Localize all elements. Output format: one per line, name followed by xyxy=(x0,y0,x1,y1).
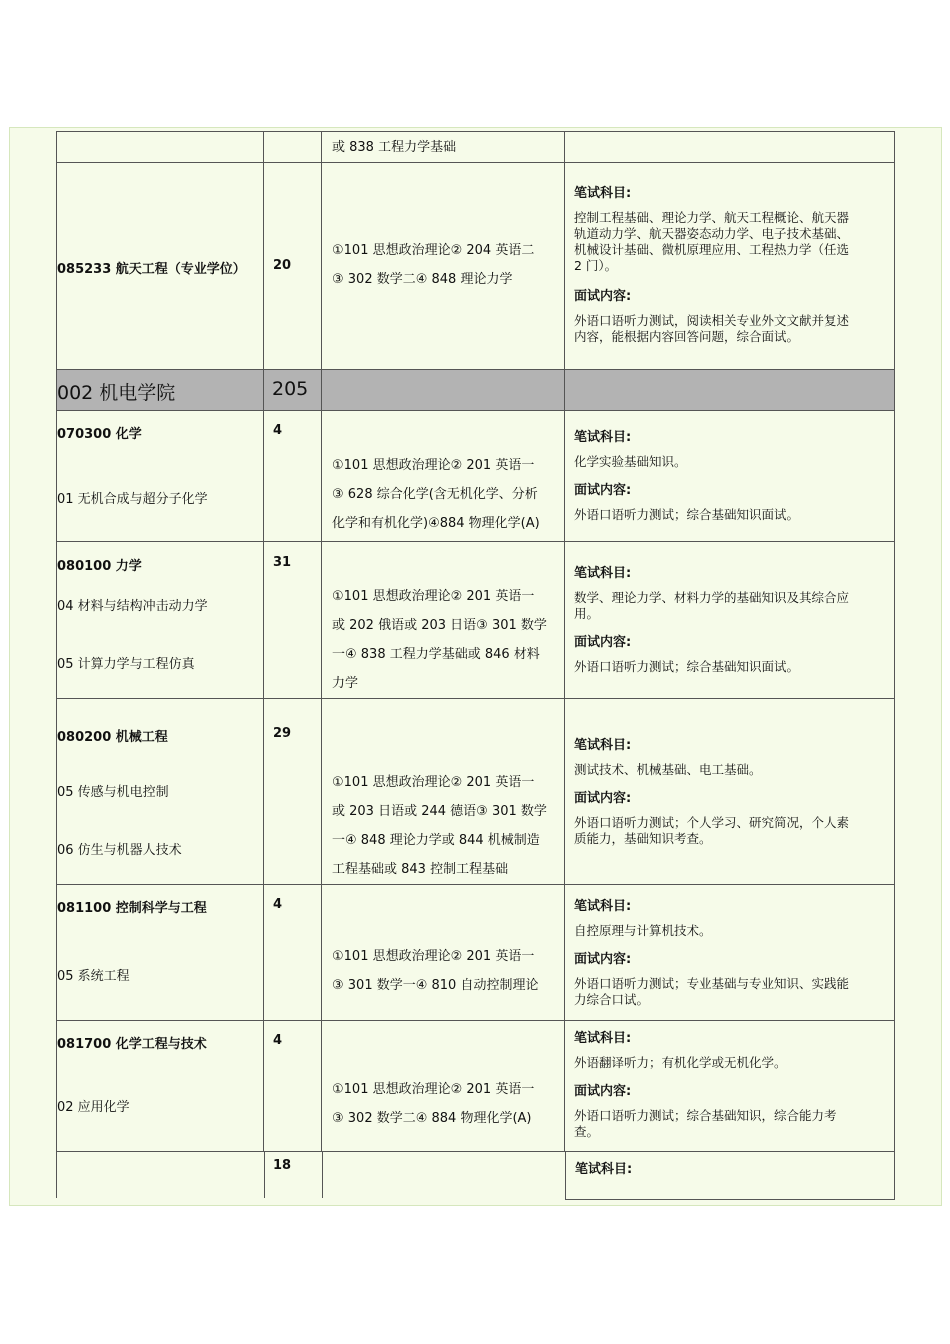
interview-label: 面试内容: xyxy=(574,483,632,498)
cell-requirements xyxy=(565,885,895,1021)
written-label: 笔试科目: xyxy=(575,1162,633,1177)
direction: 05 系统工程 xyxy=(57,969,130,984)
interview-line: 外语口语听力测试；综合基础知识，综合能力考 xyxy=(574,1108,837,1123)
row-divider xyxy=(322,1152,323,1198)
interview-label: 面试内容: xyxy=(574,289,632,304)
cell-code xyxy=(56,163,264,370)
cell-code xyxy=(56,131,264,163)
cell-exam xyxy=(322,131,565,163)
written-line: 2 门）。 xyxy=(574,258,618,273)
interview-line: 外语口语听力测试；个人学习、研究简况，个人素 xyxy=(574,815,850,830)
written-line: 测试技术、机械基础、电工基础。 xyxy=(574,762,762,777)
cell-count xyxy=(264,411,322,542)
exam-line: ③ 301 数学一④ 810 自动控制理论 xyxy=(332,978,539,993)
row-divider xyxy=(264,1152,265,1198)
enrollment-count: 4 xyxy=(273,423,283,438)
enrollment-count: 18 xyxy=(273,1158,292,1173)
cell-code xyxy=(56,699,264,885)
enrollment-count: 31 xyxy=(273,555,292,570)
enrollment-count: 29 xyxy=(273,726,292,741)
cell-count xyxy=(264,1021,322,1152)
direction: 04 材料与结构冲击动力学 xyxy=(57,599,208,614)
written-line: 机械设计基础、微机原理应用、工程热力学（任选 xyxy=(574,242,850,257)
written-line: 化学实验基础知识。 xyxy=(574,454,687,469)
cell-requirements xyxy=(565,1021,895,1152)
exam-line: ①101 思想政治理论② 201 英语一 xyxy=(332,775,535,790)
direction: 02 应用化学 xyxy=(57,1100,130,1115)
enrollment-count: 4 xyxy=(273,897,283,912)
college-count-cell xyxy=(264,370,322,411)
interview-label: 面试内容: xyxy=(574,1084,632,1099)
exam-line: 工程基础或 843 控制工程基础 xyxy=(332,862,509,877)
exam-line: ①101 思想政治理论② 201 英语一 xyxy=(332,949,535,964)
exam-line: ①101 思想政治理论② 204 英语二 xyxy=(332,243,535,258)
written-line: 数学、理论力学、材料力学的基础知识及其综合应 xyxy=(574,590,850,605)
written-line: 自控原理与计算机技术。 xyxy=(574,923,712,938)
college-name-cell xyxy=(56,370,264,411)
cell-requirements xyxy=(565,131,895,163)
major-code: 081100 控制科学与工程 xyxy=(57,901,207,916)
direction: 01 无机合成与超分子化学 xyxy=(57,492,208,507)
written-line: 用。 xyxy=(574,606,600,621)
enrollment-count: 20 xyxy=(273,258,292,273)
cell-exam xyxy=(322,699,565,885)
cell-requirements xyxy=(565,699,895,885)
page-frame xyxy=(9,127,942,1206)
cell-count xyxy=(264,542,322,699)
written-label: 笔试科目: xyxy=(574,738,632,753)
row-divider xyxy=(56,1152,57,1198)
interview-line: 外语口语听力测试；综合基础知识面试。 xyxy=(574,507,800,522)
cell-requirements xyxy=(565,542,895,699)
written-label: 笔试科目: xyxy=(574,1031,632,1046)
direction: 06 仿生与机器人技术 xyxy=(57,843,182,858)
cell-exam xyxy=(322,163,565,370)
cell-exam xyxy=(322,885,565,1021)
cell-code xyxy=(56,1021,264,1152)
exam-line: 化学和有机化学)④884 物理化学(A) xyxy=(332,516,540,531)
interview-line: 质能力，基础知识考查。 xyxy=(574,831,712,846)
cell-count xyxy=(264,885,322,1021)
exam-line: ①101 思想政治理论② 201 英语一 xyxy=(332,589,535,604)
major-code: 080100 力学 xyxy=(57,559,142,574)
cell-code xyxy=(56,411,264,542)
exam-line: 或 202 俄语或 203 日语③ 301 数学 xyxy=(332,618,547,633)
written-label: 笔试科目: xyxy=(574,430,632,445)
cell-exam xyxy=(322,411,565,542)
interview-line: 查。 xyxy=(574,1124,600,1139)
written-line: 轨道动力学、航天器姿态动力学、电子技术基础、 xyxy=(574,226,850,241)
cell-exam xyxy=(322,542,565,699)
exam-line: ③ 628 综合化学(含无机化学、分析 xyxy=(332,487,538,502)
interview-line: 外语口语听力测试；专业基础与专业知识、实践能 xyxy=(574,976,850,991)
exam-text: 或 838 工程力学基础 xyxy=(332,140,457,155)
cell-exam xyxy=(322,1021,565,1152)
major-code: 080200 机械工程 xyxy=(57,730,168,745)
written-label: 笔试科目: xyxy=(574,566,632,581)
written-line: 外语翻译听力；有机化学或无机化学。 xyxy=(574,1055,787,1070)
cell-requirements xyxy=(565,1152,895,1200)
cell-requirements xyxy=(565,163,895,370)
cell-code xyxy=(56,885,264,1021)
exam-line: ①101 思想政治理论② 201 英语一 xyxy=(332,458,535,473)
exam-line: 力学 xyxy=(332,676,359,691)
cell-count xyxy=(264,163,322,370)
cell-code xyxy=(56,542,264,699)
college-requirements-cell xyxy=(565,370,895,411)
written-label: 笔试科目: xyxy=(574,186,632,201)
exam-line: 一④ 838 工程力学基础或 846 材料 xyxy=(332,647,540,662)
interview-line: 外语口语听力测试，阅读相关专业外文文献并复述 xyxy=(574,313,850,328)
interview-label: 面试内容: xyxy=(574,952,632,967)
direction: 05 计算力学与工程仿真 xyxy=(57,657,195,672)
college-exam-cell xyxy=(322,370,565,411)
exam-line: ①101 思想政治理论② 201 英语一 xyxy=(332,1082,535,1097)
interview-line: 内容，能根据内容回答问题，综合面试。 xyxy=(574,329,800,344)
interview-label: 面试内容: xyxy=(574,791,632,806)
interview-label: 面试内容: xyxy=(574,635,632,650)
written-line: 控制工程基础、理论力学、航天工程概论、航天器 xyxy=(574,210,850,225)
interview-line: 力综合口试。 xyxy=(574,992,650,1007)
college-count: 205 xyxy=(272,378,309,400)
exam-line: 或 203 日语或 244 德语③ 301 数学 xyxy=(332,804,547,819)
written-label: 笔试科目: xyxy=(574,899,632,914)
interview-line: 外语口语听力测试；综合基础知识面试。 xyxy=(574,659,800,674)
major-code: 085233 航天工程（专业学位） xyxy=(57,262,246,277)
exam-line: ③ 302 数学二④ 848 理论力学 xyxy=(332,272,513,287)
cell-count xyxy=(264,131,322,163)
exam-line: 一④ 848 理论力学或 844 机械制造 xyxy=(332,833,540,848)
direction: 05 传感与机电控制 xyxy=(57,785,169,800)
exam-line: ③ 302 数学二④ 884 物理化学(A) xyxy=(332,1111,532,1126)
enrollment-count: 4 xyxy=(273,1033,283,1048)
cell-requirements xyxy=(565,411,895,542)
cell-count xyxy=(264,699,322,885)
college-name: 002 机电学院 xyxy=(57,382,176,404)
major-code: 070300 化学 xyxy=(57,427,142,442)
major-code: 081700 化学工程与技术 xyxy=(57,1037,207,1052)
